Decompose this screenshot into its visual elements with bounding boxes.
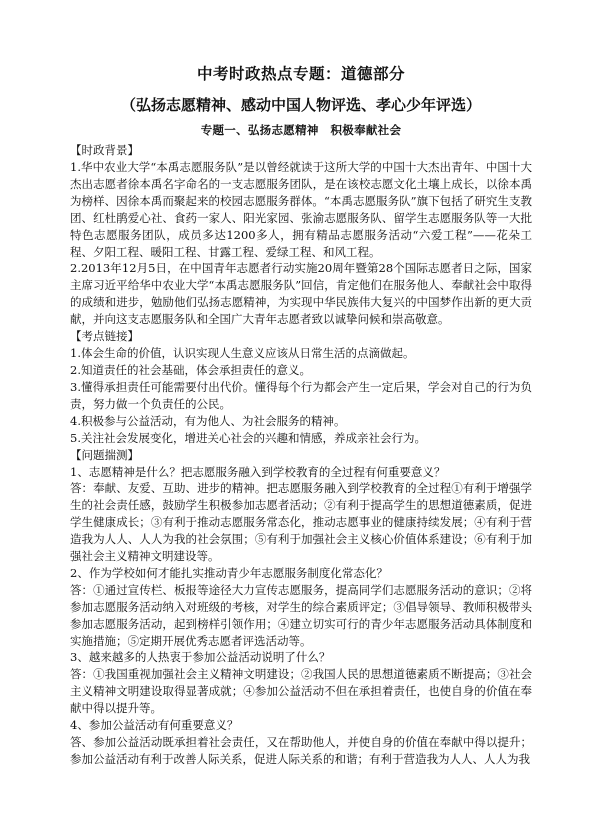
background-paragraph: 1.华中农业大学“本禹志愿服务队”是以曾经就读于这所大学的中国十大杰出青年、中国十大杰出志愿者徐本禹名字命名的一支志愿服务团队，是在该校志愿文化土壤上成长，以徐本禹为榜样、因徐本禹而聚起来的校园志愿服务群体。“本禹志愿服务队”旗下包括了研究生支教团、红杜鹃爱心社、食药一家人、阳光家园、张渝志愿服务队、留学生志愿服务队等一大批特色志愿服务团队，成员多达1200多人，拥有精品志愿服务活动“六爱工程”——花朵工程、夕阳工程、暖阳工程、甘露工程、爱绿工程、和风工程。 bbox=[70, 160, 532, 259]
question: 1、志愿精神是什么？把志愿服务融入到学校教育的全过程有何重要意义？ bbox=[70, 464, 446, 479]
question: 2、作为学校如何才能扎实推动青少年志愿服务制度化常态化？ bbox=[70, 565, 388, 580]
links-item: 2.知道责任的社会基础，体会承担责任的意义。 bbox=[70, 362, 311, 377]
section-heading: 专题一、弘扬志愿精神 积极奉献社会 bbox=[200, 123, 402, 137]
answer: 答：①我国重视加强社会主义精神文明建设；②我国人民的思想道德素质不断提高；③社会主义精神文明建设取得显著成就；④参加公益活动不但在承担着责任，也使自身的价值在奉献中得以提升等。 bbox=[70, 667, 532, 716]
links-label: 【考点链接】 bbox=[70, 329, 139, 344]
answer: 答：奉献、友爱、互助、进步的精神。把志愿服务融入到学校教育的全过程①有利于增强学生的社会责任感，鼓励学生积极参加志愿者活动；②有利于提高学生的思想道德素质，促进学生健康成长；③有利于推动志愿服务常态化，推动志愿事业的健康持续发展；④有利于营造我为人人、人人为我的社会氛围；⑤有利于加强社会主义核心价值体系建设；⑥有利于加强社会主义精神文明建设等。 bbox=[70, 481, 532, 564]
links-item: 5.关注社会发展变化，增进关心社会的兴趣和情感，养成亲社会行为。 bbox=[70, 430, 426, 445]
document-page bbox=[70, 63, 532, 768]
questions-label: 【问题揣测】 bbox=[70, 447, 139, 462]
question: 4、参加公益活动有何重要意义？ bbox=[70, 718, 239, 733]
question: 3、越来越多的人热衷于参加公益活动说明了什么？ bbox=[70, 650, 331, 665]
background-paragraph: 2.2013年12月5日，在中国青年志愿者行动实施20周年暨第28个国际志愿者日之际，国家主席习近平给华中农业大学“本禹志愿服务队”回信，肯定他们在服务他人、奉献社会中取得的成绩和进步，勉励他们弘扬志愿精神，为实现中华民族伟大复兴的中国梦作出新的更大贡献，并向这支志愿服务队和全国广大青年志愿者致以诚挚问候和崇高敬意。 bbox=[70, 261, 532, 327]
links-item: 4.积极参与公益活动，有为他人、为社会服务的精神。 bbox=[70, 413, 346, 428]
answer: 答、参加公益活动既承担着社会责任，又在帮助他人，并使自身的价值在奉献中得以提升；参加公益活动有利于改善人际关系，促进人际关系的和谐；有利于营造我为人人、人人为我 bbox=[70, 735, 532, 766]
page-title: 中考时政热点专题：道德部分 bbox=[196, 64, 405, 83]
links-item: 3.懂得承担责任可能需要付出代价。懂得每个行为都会产生一定后果，学会对自己的行为负责，努力做一个负责任的公民。 bbox=[70, 379, 532, 411]
links-item: 1.体会生命的价值，认识实现人生意义应该从日常生活的点滴做起。 bbox=[70, 346, 415, 361]
answer: 答：①通过宣传栏、板报等途径大力宣传志愿服务，提高同学们志愿服务活动的意识；②将参加志愿服务活动纳入对班级的考核，对学生的综合素质评定；③倡导领导、教师积极带头参加志愿服务活动，起到榜样引领作用；④建立切实可行的青少年志愿服务活动具体制度和实施措施；⑤定期开展优秀志愿者评选活动等。 bbox=[70, 582, 532, 648]
background-label: 【时政背景】 bbox=[70, 143, 139, 157]
page-subtitle: （弘扬志愿精神、感动中国人物评选、孝心少年评选） bbox=[120, 96, 481, 114]
